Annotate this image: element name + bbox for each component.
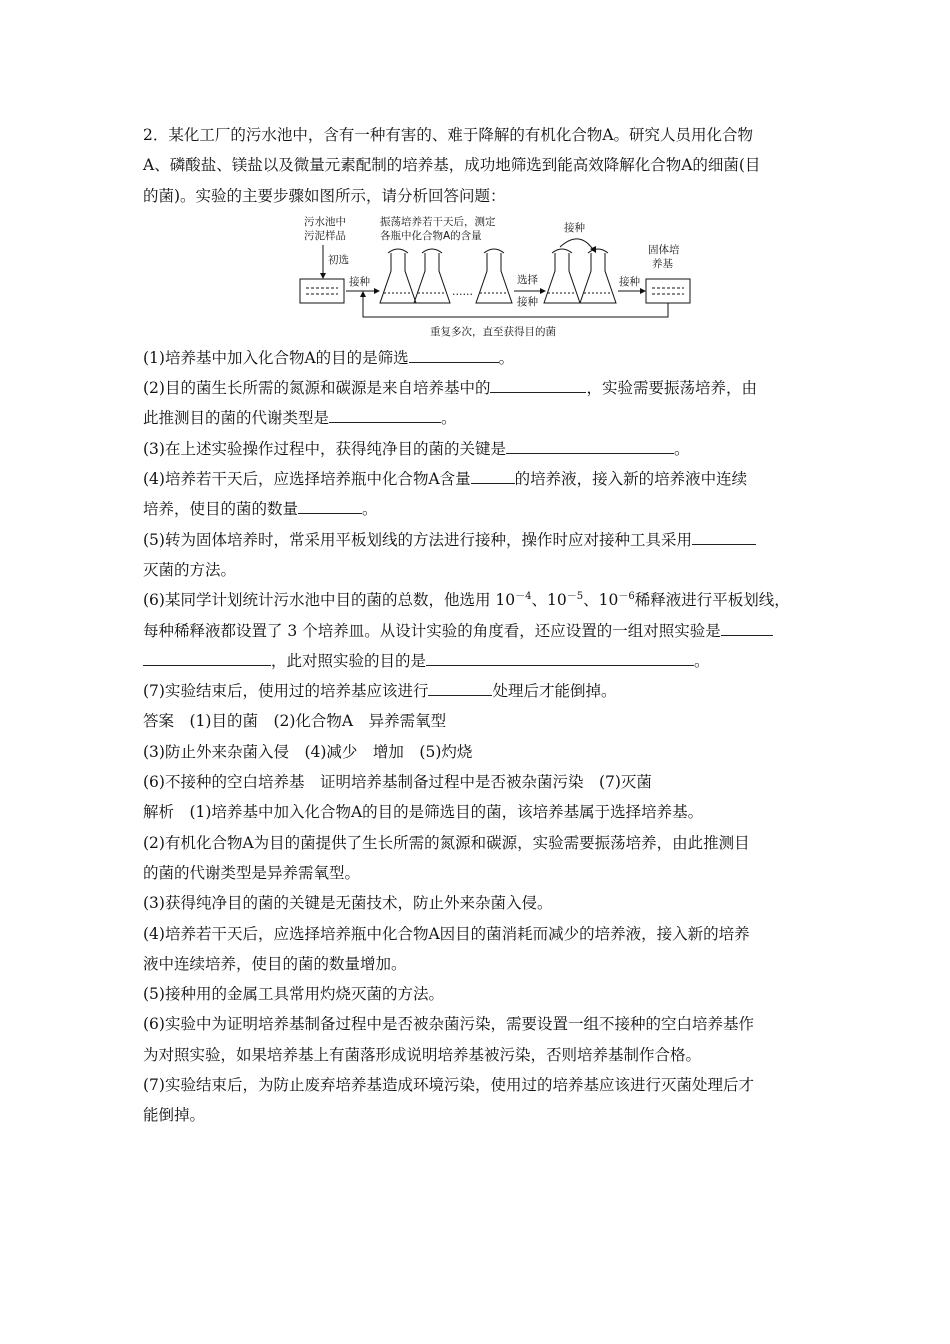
q4-blank-2[interactable] xyxy=(298,497,362,514)
q6-blank-2[interactable] xyxy=(426,649,694,666)
analysis-line: 解析 (1)培养基中加入化合物A的目的是筛选目的菌，该培养基属于选择培养基。 xyxy=(143,803,704,822)
shake-label-2: 各瓶中化合物A的含量 xyxy=(380,229,482,242)
q6-sep-1: 、10 xyxy=(531,591,567,610)
analysis-line: 的菌的代谢类型是异养需氧型。 xyxy=(143,863,361,882)
q6-text-2: 稀释液进行平板划线， xyxy=(634,591,790,610)
q4-text: (4)培养若干天后，应选择培养瓶中化合物A含量 xyxy=(143,470,471,489)
q3-text: (3)在上述实验操作过程中，获得纯净目的菌的关键是 xyxy=(143,439,506,458)
inoculate-label: 接种 xyxy=(349,275,370,288)
q6-text-3: 每种稀释液都设置了 3 个培养皿。从设计实验的角度看，还应设置的一组对照实验是 xyxy=(143,621,721,640)
q5-text: (5)转为固体培养时，常采用平板划线的方法进行接种，操作时应对接种工具采用 xyxy=(143,530,692,549)
q7-text: (7)实验结束后，使用过的培养基应该进行 xyxy=(143,682,429,701)
culture-flask xyxy=(580,253,616,303)
q4-blank-1[interactable] xyxy=(471,467,515,484)
question-5-cont xyxy=(143,555,823,585)
analysis-line: 能倒掉。 xyxy=(143,1106,206,1125)
experiment-diagram xyxy=(143,213,823,343)
question-7 xyxy=(143,676,823,706)
solid-medium-label-1: 固体培 xyxy=(648,243,680,256)
question-3 xyxy=(143,434,823,464)
solid-medium-plate xyxy=(646,279,690,303)
q1-end: 。 xyxy=(498,348,515,367)
question-4 xyxy=(143,464,823,494)
repeat-loop-arrow xyxy=(363,295,668,317)
question-6-cont2 xyxy=(143,646,823,676)
culture-flask xyxy=(414,253,450,303)
q4-end: 。 xyxy=(362,500,378,519)
analysis-line: (5)接种用的金属工具常用灼烧灭菌的方法。 xyxy=(143,985,444,1004)
analysis-line: (2)有机化合物A为目的菌提供了生长所需的氮源和碳源，实验需要振荡培养，由此推测目 xyxy=(143,833,750,852)
analysis-line: (4)培养若干天后，应选择培养瓶中化合物A因目的菌消耗而减少的培养液，接入新的培养 xyxy=(143,924,750,943)
question-6 xyxy=(143,585,823,615)
culture-flask xyxy=(476,253,512,303)
question-2-cont xyxy=(143,403,823,433)
arrow-head xyxy=(360,291,366,297)
flask-stopper xyxy=(422,249,442,253)
q6-exp-3: －6 xyxy=(618,591,635,603)
culture-flask xyxy=(380,253,416,303)
question-stem-line: 的菌)。实验的主要步骤如图所示，请分析回答问题： xyxy=(143,186,506,205)
q6-sep-2: 、10 xyxy=(583,591,619,610)
source-label-1: 污水池中 xyxy=(304,215,346,228)
q4-text-3: 培养，使目的菌的数量 xyxy=(143,500,299,519)
question-stem-line: 2．某化工厂的污水池中，含有一种有害的、难于降解的有机化合物A。研究人员用化合物 xyxy=(143,126,754,144)
select-label-2: 接种 xyxy=(517,295,538,308)
arrow-head xyxy=(320,273,326,279)
repeat-label: 重复多次，直至获得目的菌 xyxy=(430,325,556,338)
analysis-line: (7)实验结束后，为防止废弃培养基造成环境污染，使用过的培养基应该进行灭菌处理后才 xyxy=(143,1076,754,1095)
primary-screen-label: 初选 xyxy=(328,253,349,266)
select-label-1: 选择 xyxy=(517,273,538,286)
arrow-head xyxy=(640,288,646,294)
q2-blank-1[interactable] xyxy=(490,376,586,393)
q2-text: (2)目的菌生长所需的氮源和碳源是来自培养基中的 xyxy=(143,379,491,398)
question-5 xyxy=(143,525,823,555)
sludge-tank xyxy=(300,279,344,303)
source-label-2: 污泥样品 xyxy=(304,229,346,242)
q6-blank-1-cont[interactable] xyxy=(143,649,271,666)
answer-line: (6)不接种的空白培养基 证明培养基制备过程中是否被杂菌污染 (7)灭菌 xyxy=(143,773,652,792)
q6-text: (6)某同学计划统计污水池中目的菌的总数，他选用 10 xyxy=(143,591,516,610)
q7-blank[interactable] xyxy=(428,679,492,696)
q5-text-2: 灭菌的方法。 xyxy=(143,560,237,579)
flask-stopper xyxy=(388,249,408,253)
q6-text-4: ，此对照实验的目的是 xyxy=(271,651,427,670)
arrow-head xyxy=(540,288,546,294)
question-6-cont xyxy=(143,616,823,646)
solid-medium-label-2: 养基 xyxy=(652,257,673,270)
arrow-head xyxy=(374,288,380,294)
ellipsis-label: …… xyxy=(452,285,473,298)
analysis-line: (3)获得纯净目的菌的关键是无菌技术，防止外来杂菌入侵。 xyxy=(143,894,553,913)
culture-flask xyxy=(544,253,580,303)
q3-end: 。 xyxy=(673,439,690,458)
question-stem-line: A、磷酸盐、镁盐以及微量元素配制的培养基，成功地筛选到能高效降解化合物A的细菌(目 xyxy=(143,156,761,175)
q1-blank[interactable] xyxy=(409,346,499,363)
q6-exp-2: －5 xyxy=(566,591,584,603)
q6-exp-1: －4 xyxy=(515,591,532,603)
flask-process-figure xyxy=(298,213,698,341)
analysis-line: (6)实验中为证明培养基制备过程中是否被杂菌污染，需要设置一组不接种的空白培养基作 xyxy=(143,1015,754,1034)
analysis-line: 液中连续培养，使目的菌的数量增加。 xyxy=(143,954,407,973)
analysis-line: 为对照实验，如果培养基上有菌落形成说明培养基被污染，否则培养基制作合格。 xyxy=(143,1045,702,1064)
q6-blank-1[interactable] xyxy=(721,619,773,636)
flask-stopper xyxy=(552,249,572,253)
question-4-cont xyxy=(143,494,823,524)
q5-blank[interactable] xyxy=(692,528,756,545)
q4-text-2: 的培养液，接入新的培养液中连续 xyxy=(514,470,748,489)
q6-end: 。 xyxy=(694,651,710,670)
inoculate-top-label: 接种 xyxy=(564,221,585,234)
question-2 xyxy=(143,373,823,403)
inoculate-right-label: 接种 xyxy=(619,275,640,288)
q1-text: (1)培养基中加入化合物A的目的是筛选 xyxy=(143,348,409,367)
document-page xyxy=(143,120,823,1131)
q2-end: 。 xyxy=(441,409,457,428)
q2-text-2: ，实验需要振荡培养，由 xyxy=(586,379,757,398)
q2-blank-2[interactable] xyxy=(329,406,441,423)
flask-stopper xyxy=(484,249,504,253)
question-1 xyxy=(143,343,823,373)
answer-line: 答案 (1)目的菌 (2)化合物A 异养需氧型 xyxy=(143,712,447,731)
q2-text-3: 此推测目的菌的代谢类型是 xyxy=(143,409,330,428)
q7-text-2: 处理后才能倒掉。 xyxy=(492,682,617,701)
answer-line: (3)防止外来杂菌入侵 (4)减少 增加 (5)灼烧 xyxy=(143,742,473,761)
q3-blank[interactable] xyxy=(506,437,674,454)
shake-label-1: 振荡培养若干天后，测定 xyxy=(380,215,496,228)
